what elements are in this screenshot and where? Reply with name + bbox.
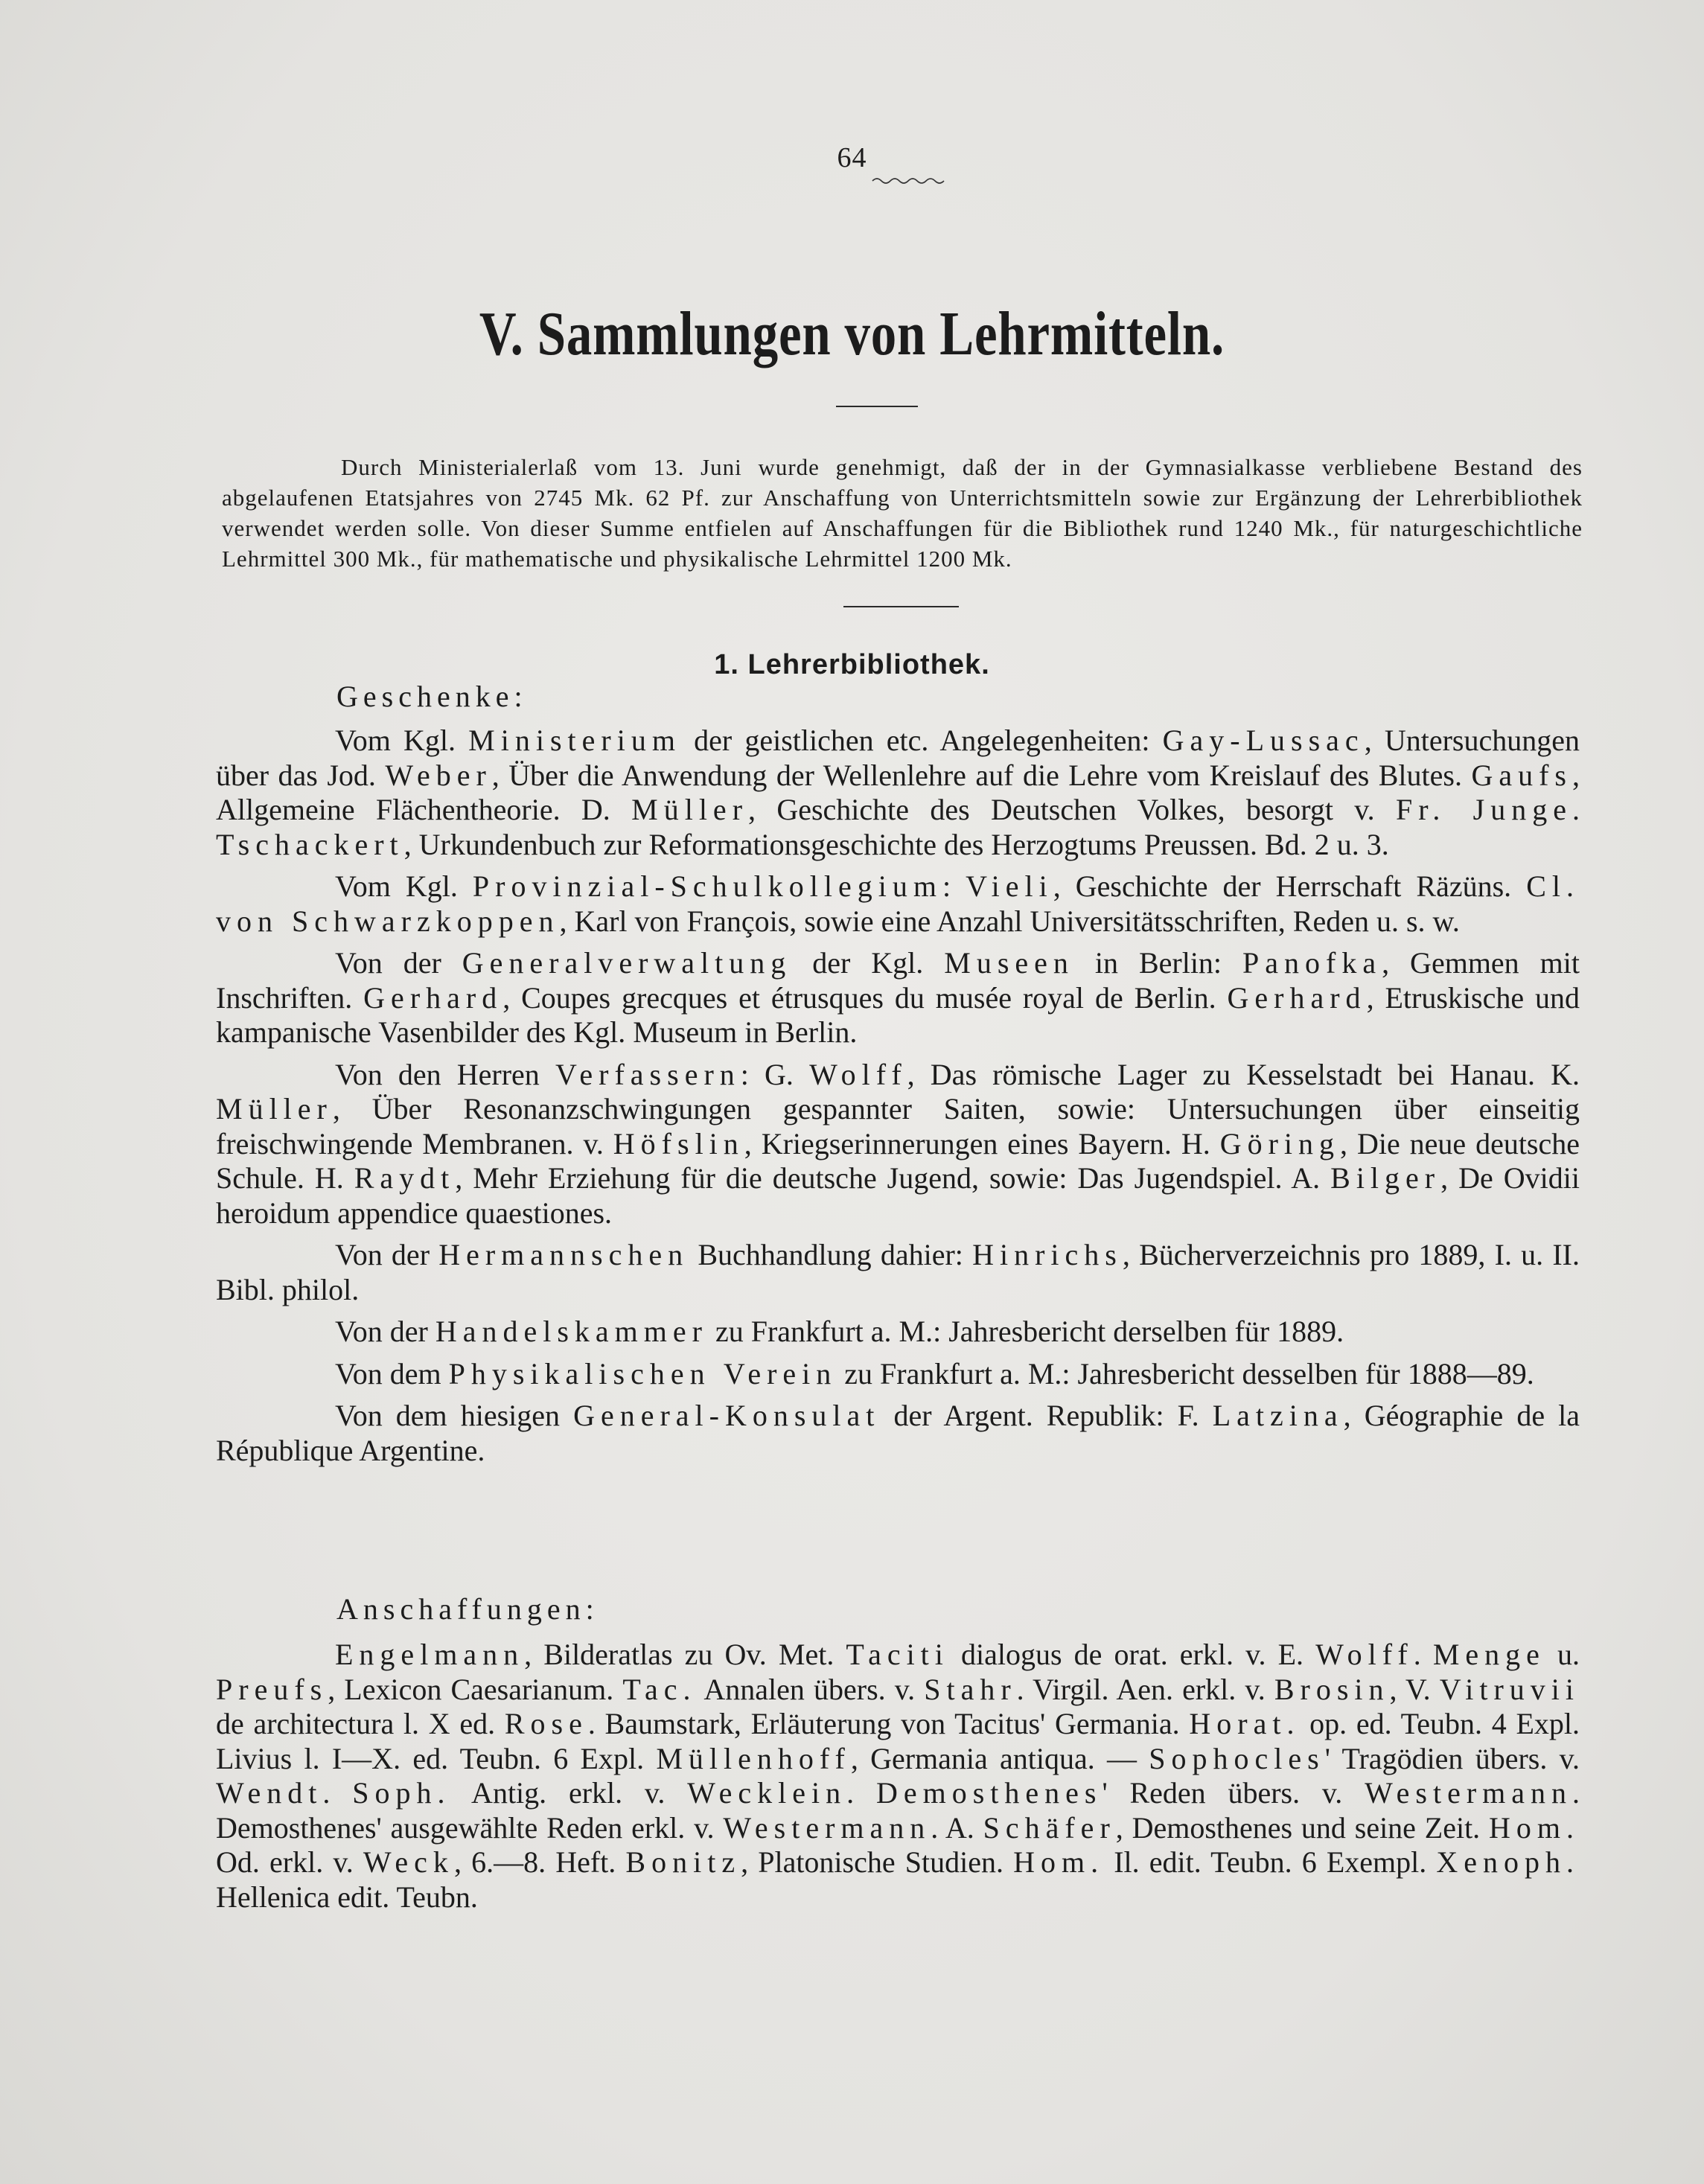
text-run: , Allgemeine Flächentheorie. D. bbox=[216, 758, 1580, 826]
spaced-name: Taciti bbox=[846, 1638, 949, 1671]
spaced-name: Brosin bbox=[1274, 1672, 1390, 1706]
anschaffungen-section bbox=[216, 1638, 1580, 1922]
spaced-name: Preufs bbox=[216, 1672, 328, 1706]
text-run: , Untersuchungen über das Jod. bbox=[216, 724, 1580, 792]
text-run: . Demosthenes' ausgewählte Reden erkl. v. bbox=[216, 1776, 1580, 1845]
spaced-name: Gaufs bbox=[1471, 758, 1572, 792]
spaced-name: Tschackert bbox=[216, 827, 404, 861]
spaced-name: Weber bbox=[385, 758, 492, 792]
entry-anschaffungen-list bbox=[216, 1638, 1580, 1915]
text-run: Vom Kgl. bbox=[335, 869, 473, 903]
text-run: Von dem hiesigen bbox=[335, 1399, 574, 1432]
entry-generalverwaltung bbox=[216, 946, 1580, 1050]
spaced-name: Wolff bbox=[1315, 1638, 1414, 1671]
text-run: , Germania antiqua. — bbox=[850, 1741, 1149, 1775]
text-run: Von den Herren bbox=[335, 1057, 555, 1091]
intro-text: Durch Ministerialerlaß vom 13. Juni wurde genehmigt, daß der in der Gymnasialkasse verbliebene Bestand des abgelaufenen Etatsjahres von 2745 Mk. 62 Pf. zur Anschaffung von Unterrichtsmitteln sowie zur Ergänzung der Lehrerbibliothek verwendet werden solle. Von dieser Summe entfielen auf Anschaffungen für die Bibliothek rund 1240 Mk., für naturgeschichtliche Lehrmittel 300 Mk., für mathematische und physikalische Lehrmittel 1200 Mk. bbox=[222, 454, 1583, 572]
text-run: Vom Kgl. bbox=[335, 724, 469, 757]
text-run: , Mehr Erziehung für die deutsche Jugend, sowie: Das Jugendspiel. A. bbox=[455, 1161, 1331, 1195]
text-run: , Platonische Studien. bbox=[741, 1845, 1014, 1879]
spaced-name: Engelmann bbox=[335, 1638, 525, 1671]
text-run: . bbox=[322, 1776, 353, 1810]
spaced-name: Handelskammer bbox=[435, 1315, 708, 1348]
spaced-name: Rose bbox=[504, 1707, 588, 1740]
spaced-name: Provinzial-Schulkollegium bbox=[472, 869, 942, 903]
text-run: . bbox=[846, 1776, 876, 1810]
spaced-name: Vieli bbox=[966, 869, 1053, 903]
spaced-name: Müllenhoff bbox=[656, 1741, 851, 1775]
spaced-name: Raydt bbox=[354, 1161, 456, 1195]
text-run: , Etruskische und kampanische Vasenbilder des Kgl. Museum in Berlin. bbox=[216, 980, 1580, 1049]
spaced-name: General-Konsulat bbox=[573, 1399, 881, 1432]
spaced-name: Vitruvii bbox=[1439, 1672, 1580, 1706]
intro-paragraph bbox=[222, 452, 1583, 574]
text-run: ' Tragödien übers. v. bbox=[1324, 1741, 1580, 1775]
spaced-name: Höfslin bbox=[613, 1126, 744, 1160]
entry-ministerium bbox=[216, 724, 1580, 862]
spaced-name: Xenoph. bbox=[1436, 1845, 1580, 1879]
text-run: , Coupes grecques et étrusques du musée royal de Berlin. bbox=[502, 980, 1228, 1015]
spaced-name: Physikalischen Verein bbox=[448, 1356, 837, 1390]
anschaffungen-label: Anschaffungen: bbox=[336, 1592, 599, 1626]
text-run: zu Frankfurt a. M.: Jahresbericht derselben für 1889. bbox=[707, 1315, 1344, 1348]
text-run: , Geschichte des Deutschen Volkes, besorgt v. bbox=[748, 793, 1396, 826]
spaced-name: Panofka bbox=[1242, 946, 1382, 980]
spaced-name: Hom. bbox=[1013, 1845, 1105, 1879]
text-run: , Bilderatlas zu Ov. Met. bbox=[524, 1638, 846, 1671]
text-run: , Urkundenbuch zur Reformationsgeschichte des Herzogtums Preussen. Bd. 2 u. 3. bbox=[403, 827, 1389, 861]
text-run: : G. bbox=[740, 1057, 810, 1091]
spaced-name: Gerhard bbox=[363, 980, 503, 1015]
entry-general-konsulat bbox=[216, 1399, 1580, 1468]
text-run: , Karl von François, sowie eine Anzahl Universitätsschriften, Reden u. s. w. bbox=[559, 904, 1460, 938]
text-run: . Baumstark, Erläuterung von Tacitus' Germania. bbox=[587, 1707, 1190, 1740]
text-run: , Gemmen mit Inschriften. bbox=[216, 946, 1580, 1015]
text-run: der Argent. Republik: F. bbox=[880, 1399, 1213, 1432]
text-run: . bbox=[1572, 793, 1580, 826]
entry-handelskammer bbox=[216, 1315, 1580, 1350]
spaced-name: Soph. bbox=[352, 1776, 451, 1810]
text-run: Annalen übers. v. bbox=[696, 1672, 925, 1706]
spaced-name: Tac. bbox=[622, 1672, 697, 1706]
spaced-name: Wecklein bbox=[687, 1776, 847, 1810]
spaced-name: Latzina bbox=[1212, 1399, 1344, 1432]
text-run: , V. bbox=[1389, 1672, 1440, 1706]
text-run: u. bbox=[1545, 1638, 1580, 1671]
spaced-name: Fr. Junge bbox=[1396, 793, 1573, 826]
text-run: in Berlin: bbox=[1073, 946, 1243, 980]
text-run: , Das römische Lager zu Kesselstadt bei Hanau. K. bbox=[907, 1057, 1580, 1091]
spaced-name: Westermann bbox=[723, 1810, 931, 1845]
text-run: , Über Resonanzschwingungen gespannter Saiten, sowie: Untersuchungen über einseitig freischwingende Membranen. v. bbox=[216, 1092, 1580, 1160]
spaced-name: Hermannschen bbox=[438, 1238, 689, 1271]
text-run: . A. bbox=[931, 1810, 983, 1845]
spaced-name: Hinrichs bbox=[972, 1238, 1123, 1271]
text-run: Von der bbox=[335, 1238, 439, 1271]
spaced-name: Ministerium bbox=[468, 724, 681, 757]
spaced-name: Müller bbox=[216, 1092, 333, 1125]
spaced-name: Generalverwaltung bbox=[462, 946, 792, 980]
spaced-name: Bilger bbox=[1330, 1161, 1441, 1195]
text-run: Antig. erkl. v. bbox=[450, 1776, 688, 1810]
spaced-name: Cl. von Schwarzkoppen bbox=[216, 869, 1580, 938]
subheading-lehrerbibliothek: 1. Lehrerbibliothek. bbox=[714, 649, 990, 680]
spaced-name: Wolff bbox=[809, 1057, 907, 1091]
spaced-name: Museen bbox=[944, 946, 1074, 980]
spaced-name: Verfassern bbox=[555, 1057, 741, 1091]
text-run: dialogus de orat. erkl. v. E. bbox=[948, 1638, 1316, 1671]
spaced-name: Göring bbox=[1219, 1126, 1341, 1160]
geschenke-label: Geschenke: bbox=[336, 680, 528, 713]
text-run: Von dem bbox=[335, 1356, 449, 1390]
text-run: , Bücherverzeichnis pro 1889, I. u. II. Bibl. philol. bbox=[216, 1238, 1580, 1306]
spaced-name: Schäfer bbox=[983, 1810, 1116, 1845]
spaced-name: Müller bbox=[631, 793, 749, 826]
text-run: op. ed. Teubn. 4 Expl. Livius l. I—X. ed. Teubn. 6 Expl. bbox=[216, 1707, 1580, 1775]
text-run: ' Reden übers. v. bbox=[1102, 1776, 1365, 1810]
text-run: Von der bbox=[335, 946, 462, 980]
spaced-name: Horat. bbox=[1189, 1707, 1301, 1740]
text-run: , Lexicon Caesarianum. bbox=[328, 1672, 623, 1706]
text-run: zu Frankfurt a. M.: Jahresbericht desselben für 1888—89. bbox=[837, 1356, 1534, 1390]
text-run: der geistlichen etc. Angelegenheiten: bbox=[680, 724, 1163, 757]
intro-divider bbox=[843, 606, 959, 607]
entry-schulkollegium bbox=[216, 869, 1580, 939]
entry-physikalischer-verein bbox=[216, 1357, 1580, 1392]
spaced-name: Gay-Lussac bbox=[1162, 724, 1365, 757]
text-run: Il. edit. Teubn. 6 Exempl. bbox=[1104, 1845, 1437, 1879]
spaced-name: Menge bbox=[1432, 1638, 1545, 1671]
spaced-name: Sophocles bbox=[1149, 1741, 1325, 1775]
text-run: , Demosthenes und seine Zeit. bbox=[1115, 1810, 1490, 1845]
entry-verfassern bbox=[216, 1058, 1580, 1231]
wavy-ornament bbox=[871, 175, 945, 185]
text-run: de architectura l. X ed. bbox=[216, 1707, 505, 1740]
text-run: , Geschichte der Herrschaft Räzüns. bbox=[1053, 869, 1527, 903]
text-run: der Kgl. bbox=[791, 946, 945, 980]
text-run: , Kriegserinnerungen eines Bayern. H. bbox=[744, 1126, 1220, 1160]
page-number: 64 bbox=[837, 142, 867, 173]
text-run: Buchhandlung dahier: bbox=[689, 1238, 973, 1271]
spaced-name: Stahr bbox=[924, 1672, 1017, 1706]
spaced-name: Demosthenes bbox=[875, 1776, 1103, 1810]
spaced-name: Hom. bbox=[1489, 1810, 1580, 1845]
text-run: , De Ovidii heroidum appendice quaestiones. bbox=[216, 1161, 1580, 1230]
section-title: V. Sammlungen von Lehrmitteln. bbox=[479, 299, 1225, 368]
text-run: , Géographie de la République Argentine. bbox=[216, 1399, 1580, 1467]
title-divider bbox=[836, 406, 918, 407]
entry-hermannsche-buchhandlung bbox=[216, 1238, 1580, 1307]
text-run: , Die neue deutsche Schule. H. bbox=[216, 1126, 1580, 1195]
text-run: Von der bbox=[335, 1315, 435, 1348]
text-run: , Über die Anwendung der Wellenlehre auf die Lehre vom Kreislauf des Blutes. bbox=[491, 758, 1472, 792]
text-run: . Virgil. Aen. erkl. v. bbox=[1016, 1672, 1274, 1706]
spaced-name: Westermann bbox=[1365, 1776, 1573, 1810]
text-run: , 6.—8. Heft. bbox=[453, 1845, 626, 1879]
spaced-name: Weck bbox=[363, 1845, 454, 1879]
spaced-name: Bonitz bbox=[625, 1845, 741, 1879]
geschenke-section bbox=[216, 724, 1580, 1475]
spaced-name: Gerhard bbox=[1227, 980, 1367, 1015]
text-run: Od. erkl. v. bbox=[216, 1845, 363, 1879]
spaced-name: Wendt bbox=[216, 1776, 323, 1810]
text-run: . bbox=[1413, 1638, 1433, 1671]
text-run: : bbox=[942, 869, 966, 903]
text-run: Hellenica edit. Teubn. bbox=[216, 1880, 478, 1914]
